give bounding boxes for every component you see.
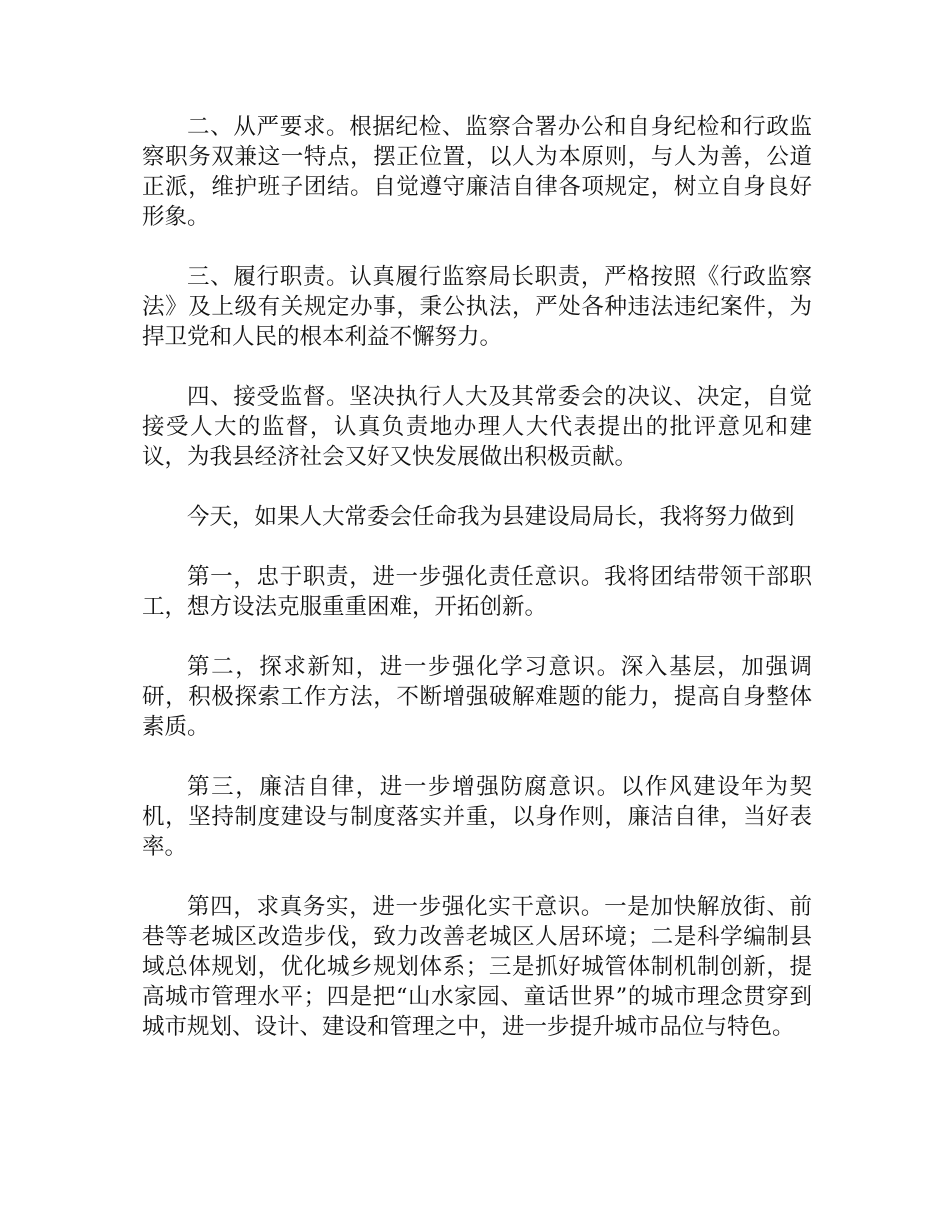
paragraph-perform-duties: 三、履行职责。认真履行监察局长职责，严格按照《行政监察法》及上级有关规定办事，秉公执法，严处各种违法违纪案件，为捍卫党和人民的根本利益不懈努力。 bbox=[142, 264, 812, 350]
paragraph-appointment-intro: 今天，如果人大常委会任命我为县建设局局长，我将努力做到 bbox=[187, 504, 795, 530]
paragraph-strict-requirements: 二、从严要求。根据纪检、监察合署办公和自身纪检和行政监察职务双兼这一特点，摆正位置，以人为本原则，与人为善，公道正派，维护班子团结。自觉遵守廉洁自律各项规定，树立自身良好形象。 bbox=[142, 114, 812, 230]
paragraph-fourth-point: 第四，求真务实，进一步强化实干意识。一是加快解放街、前巷等老城区改造步伐，致力改善老城区人居环境；二是科学编制县域总体规划，优化城乡规划体系；三是抓好城管体制机制创新，提高城市管理水平；四是把“山水家园、童话世界”的城市理念贯穿到城市规划、设计、建设和管理之中，进一步提升城市品位与特色。 bbox=[142, 894, 812, 1040]
paragraph-first-point: 第一，忠于职责，进一步强化责任意识。我将团结带领干部职工，想方设法克服重重困难，开拓创新。 bbox=[142, 564, 812, 620]
paragraph-accept-supervision: 四、接受监督。坚决执行人大及其常委会的决议、决定，自觉接受人大的监督，认真负责地办理人大代表提出的批评意见和建议，为我县经济社会又好又快发展做出积极贡献。 bbox=[142, 384, 812, 470]
paragraph-second-point: 第二，探求新知，进一步强化学习意识。深入基层，加强调研，积极探索工作方法，不断增强破解难题的能力，提高自身整体素质。 bbox=[142, 654, 812, 740]
document-body bbox=[142, 112, 812, 1072]
paragraph-third-point: 第三，廉洁自律，进一步增强防腐意识。以作风建设年为契机，坚持制度建设与制度落实并重，以身作则，廉洁自律，当好表率。 bbox=[142, 774, 812, 860]
